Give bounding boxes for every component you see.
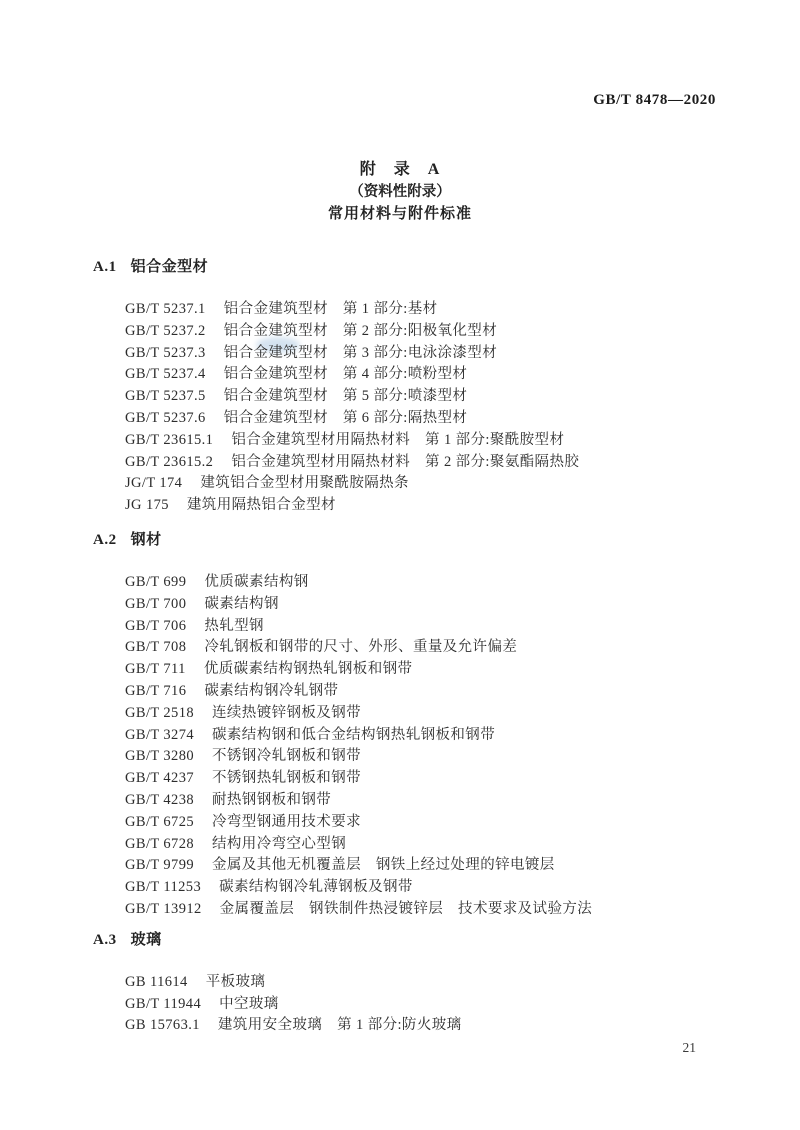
standard-code: GB/T 2518: [125, 704, 194, 721]
standard-name: 建筑用隔热铝合金型材: [186, 497, 336, 514]
standard-name: 碳素结构钢冷轧钢带: [204, 682, 339, 699]
standard-name: 平板玻璃: [205, 973, 266, 990]
standard-code: JG 175: [125, 497, 169, 514]
standard-item: [125, 430, 745, 452]
standard-item: [125, 572, 745, 594]
section-A.1: [93, 257, 745, 517]
standard-name: 铝合金建筑型材 第 6 部分:隔热型材: [223, 409, 468, 426]
standard-item: [125, 703, 745, 725]
standard-item: [125, 452, 745, 474]
appendix-type: （资料性附录）: [349, 184, 451, 200]
section-number: A.1: [93, 259, 117, 275]
standard-name: 铝合金建筑型材 第 3 部分:电泳涂漆型材: [223, 344, 498, 361]
standard-code: GB/T 6725: [125, 813, 194, 830]
appendix-subject: 常用材料与附件标准: [327, 206, 472, 222]
standard-name: 冷轧钢板和钢带的尺寸、外形、重量及允许偏差: [204, 639, 518, 656]
section-heading: [93, 530, 745, 550]
standards-list: [93, 972, 745, 1037]
standards-list: [93, 572, 745, 921]
standard-code: GB/T 5237.2: [125, 322, 206, 339]
section-A.3: [93, 930, 745, 1037]
sections-container: [93, 257, 745, 1037]
standard-item: [125, 594, 745, 616]
standard-name: 铝合金建筑型材 第 1 部分:基材: [223, 301, 438, 317]
standard-item: [125, 834, 745, 856]
standard-name: 优质碳素结构钢: [204, 573, 309, 590]
standard-name: 建筑用安全玻璃 第 1 部分:防火玻璃: [217, 1017, 462, 1034]
standard-code: GB 11614: [125, 973, 188, 990]
standard-item: [125, 321, 745, 343]
standard-code: GB/T 708: [125, 639, 187, 656]
standard-name: 耐热钢钢板和钢带: [212, 791, 332, 808]
standard-name: 铝合金建筑型材 第 4 部分:喷粉型材: [223, 366, 468, 383]
section-title: 玻璃: [130, 931, 162, 948]
standard-code: GB/T 4238: [125, 791, 194, 808]
standard-name: 金属覆盖层 钢铁制件热浸镀锌层 技术要求及试验方法: [219, 900, 593, 917]
appendix-title-block: [0, 159, 800, 225]
standard-item: [125, 364, 745, 386]
standard-item: [125, 386, 745, 408]
standard-item: [125, 790, 745, 812]
standard-code: GB/T 3280: [125, 748, 194, 765]
standard-item: [125, 725, 745, 747]
section-number: A.2: [93, 531, 117, 548]
standard-name: 冷弯型钢通用技术要求: [212, 813, 361, 830]
standard-code: JG/T 174: [125, 475, 183, 492]
standard-code: GB/T 11944: [125, 995, 202, 1012]
standard-name: 不锈钢热轧钢板和钢带: [212, 770, 361, 787]
standard-code: GB/T 5237.1: [125, 301, 206, 317]
standard-code: GB/T 700: [125, 595, 187, 612]
standard-name: 金属及其他无机覆盖层 钢铁上经过处理的锌电镀层: [212, 857, 555, 874]
standard-item: [125, 855, 745, 877]
section-heading: [93, 930, 745, 950]
standard-item: [125, 877, 745, 899]
standard-item: [125, 299, 745, 321]
standard-code: GB/T 706: [125, 617, 187, 634]
standards-list: [93, 299, 745, 517]
standard-code: GB/T 5237.3: [125, 344, 206, 361]
standard-item: [125, 768, 745, 790]
standard-name: 铝合金建筑型材用隔热材料 第 2 部分:聚氨酯隔热胶: [231, 453, 580, 470]
standard-item: [125, 637, 745, 659]
standard-name: 热轧型钢: [204, 617, 264, 634]
standard-code: GB/T 13912: [125, 900, 202, 917]
standard-name: 碳素结构钢和低合金结构钢热轧钢板和钢带: [212, 726, 496, 743]
standard-item: [125, 994, 745, 1016]
standard-name: 优质碳素结构钢热轧钢板和钢带: [203, 661, 413, 678]
standard-code: GB/T 6728: [125, 835, 194, 852]
standard-code: GB/T 23615.1: [125, 431, 214, 448]
standard-name: 铝合金建筑型材 第 5 部分:喷漆型材: [223, 388, 468, 405]
standard-name: 结构用冷弯空心型钢: [212, 835, 347, 852]
standard-item: [125, 681, 745, 703]
standard-code: GB/T 11253: [125, 879, 202, 896]
section-A.2: [93, 530, 745, 921]
standard-code: GB/T 3274: [125, 726, 194, 743]
standard-item: [125, 1015, 745, 1037]
standard-code: GB 15763.1: [125, 1017, 200, 1034]
standard-name: 碳素结构钢冷轧薄钢板及钢带: [219, 879, 413, 896]
standard-code: GB/T 5237.6: [125, 409, 206, 426]
section-title: 铝合金型材: [130, 259, 209, 275]
standard-code: GB/T 5237.5: [125, 388, 206, 405]
standard-item: [125, 812, 745, 834]
standard-name: 建筑铝合金型材用聚酰胺隔热条: [200, 475, 409, 492]
standard-item: [125, 616, 745, 638]
standard-code: GB/T 699: [125, 573, 187, 590]
standard-item: [125, 899, 745, 921]
appendix-title: 附 录 A: [359, 161, 441, 178]
page-number: 21: [682, 1040, 696, 1055]
standard-code: GB/T 716: [125, 682, 187, 699]
standard-name: 铝合金建筑型材 第 2 部分:阳极氧化型材: [223, 322, 498, 339]
standard-name: 铝合金建筑型材用隔热材料 第 1 部分:聚酰胺型材: [231, 431, 565, 448]
standard-code: GB/T 23615.2: [125, 453, 214, 470]
standard-name: 中空玻璃: [219, 995, 279, 1012]
standard-name: 连续热镀锌钢板及钢带: [212, 704, 361, 721]
standard-code: GB/T 4237: [125, 770, 194, 787]
section-number: A.3: [93, 931, 117, 948]
standard-number: GB/T 8478—2020: [593, 92, 716, 108]
standard-name: 不锈钢冷轧钢板和钢带: [212, 748, 361, 765]
standard-item: [125, 495, 745, 517]
standard-item: [125, 473, 745, 495]
standard-item: [125, 408, 745, 430]
section-title: 钢材: [130, 531, 162, 548]
standard-code: GB/T 5237.4: [125, 366, 206, 383]
standard-item: [125, 659, 745, 681]
standard-code: GB/T 711: [125, 661, 186, 678]
section-heading: [93, 257, 745, 277]
standard-item: [125, 746, 745, 768]
standard-item: [125, 343, 745, 365]
standard-item: [125, 972, 745, 994]
standard-code: GB/T 9799: [125, 857, 194, 874]
standard-name: 碳素结构钢: [204, 595, 279, 612]
